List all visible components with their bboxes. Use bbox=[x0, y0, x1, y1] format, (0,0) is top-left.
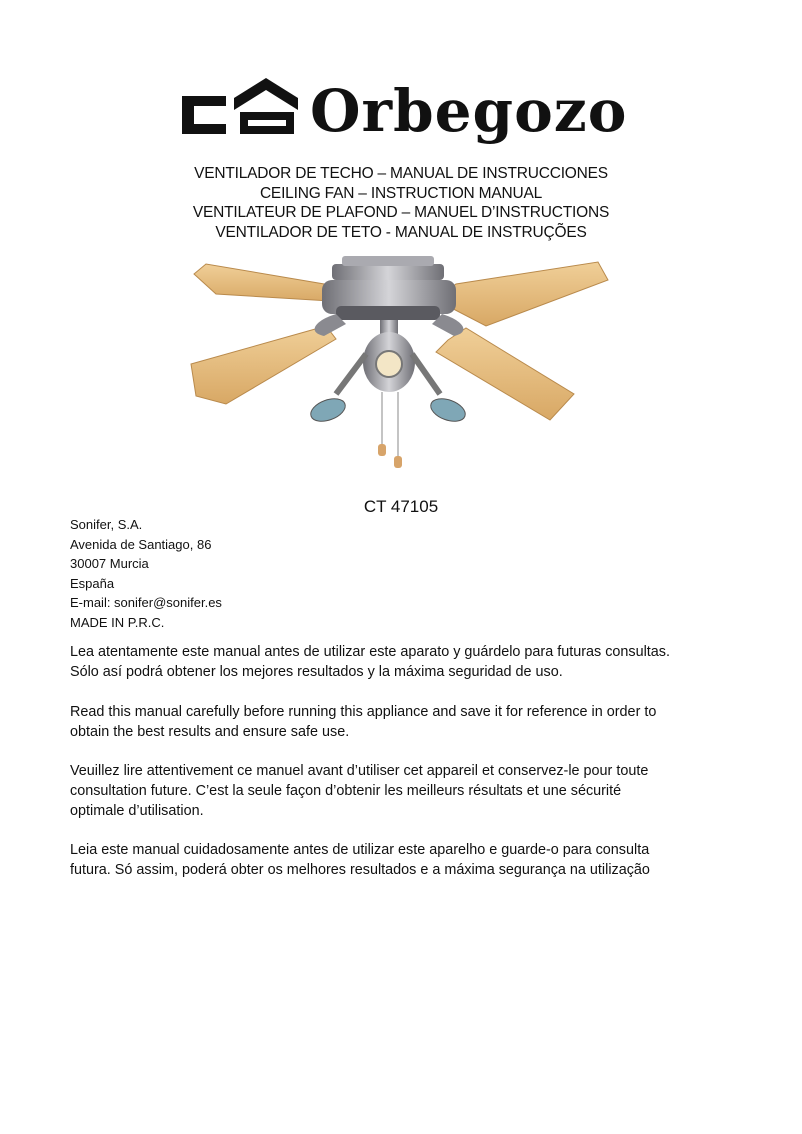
brand-logo bbox=[180, 76, 628, 146]
notice-fr: Veuillez lire attentivement ce manuel avant d’utiliser cet appareil et conservez-le pour toute consultation future. C’est la seule façon d’obtenir les meilleurs résultats et une sécurité optimale d’utilisation. bbox=[70, 763, 649, 819]
brand-wordmark: Orbegozo bbox=[310, 77, 628, 145]
notice-pt: Leia este manual cuidadosamente antes de utilizar este aparelho e guarde-o para consulta futura. Só assim, poderá obter os melhores resultados e a máxima segurança na utilização bbox=[70, 842, 650, 878]
title-es: VENTILADOR DE TECHO – MANUAL DE INSTRUCCIONES bbox=[194, 165, 608, 182]
company-address bbox=[70, 515, 222, 633]
email: E-mail: sonifer@sonifer.es bbox=[70, 595, 222, 611]
notice-es: Lea atentamente este manual antes de utilizar este aparato y guárdelo para futuras consultas. Sólo así podrá obtener los mejores resultados y la máxima seguridad de uso. bbox=[70, 644, 670, 680]
title-pt: VENTILADOR DE TETO - MANUAL DE INSTRUÇÕES bbox=[215, 223, 587, 241]
postal-city: 30007 Murcia bbox=[70, 556, 149, 572]
notice-en: Read this manual carefully before running this appliance and save it for reference in order to obtain the best results and ensure safe use. bbox=[70, 704, 657, 740]
manual-titles bbox=[0, 164, 802, 242]
title-en: CEILING FAN – INSTRUCTION MANUAL bbox=[259, 184, 543, 202]
street: Avenida de Santiago, 86 bbox=[70, 536, 212, 552]
country: España bbox=[70, 575, 115, 591]
title-fr: VENTILATEUR DE PLAFOND – MANUEL D’INSTRUCTIONS bbox=[192, 204, 610, 221]
house-logo-icon bbox=[180, 76, 300, 146]
origin: MADE IN P.R.C. bbox=[70, 614, 165, 630]
ceiling-fan-image bbox=[186, 244, 618, 502]
company-name: Sonifer, S.A. bbox=[70, 517, 143, 532]
model-number: CT 47105 bbox=[363, 497, 439, 516]
